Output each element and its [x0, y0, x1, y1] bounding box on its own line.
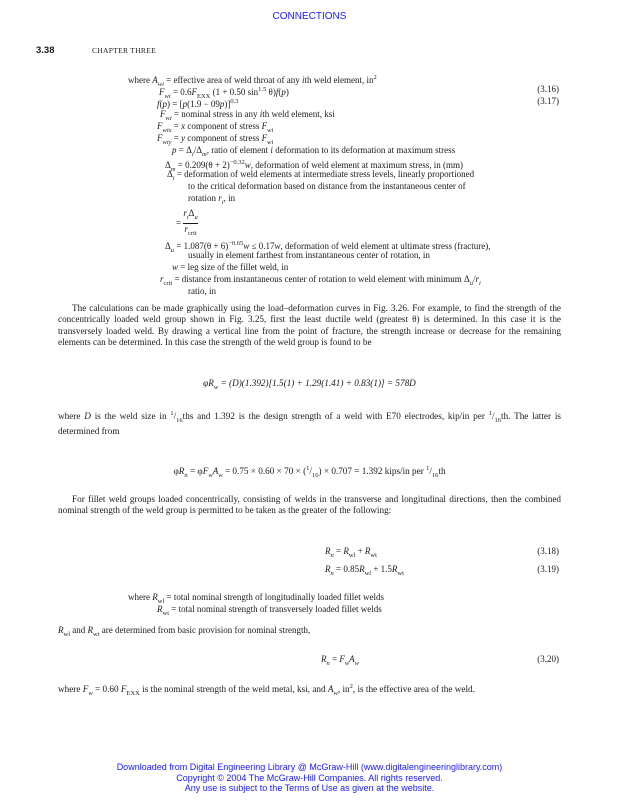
- footer: [0, 762, 619, 794]
- chapter-label: CHAPTER THREE: [92, 46, 156, 55]
- paragraph-basic-provision: $R_{wl}$ and $R_{wt}$ are determined from basic provision for nominal strength,: [58, 625, 311, 638]
- page-number: 3.38: [36, 45, 55, 56]
- equation-number: (3.20): [537, 654, 559, 664]
- definitions-block: [0, 72, 619, 302]
- def-row: rotation $r_i$, in: [188, 193, 236, 206]
- equation-320: $R_n = F_wA_w$: [321, 654, 360, 667]
- def-row: $r_{crit}$ = distance from instantaneous center of rotation to weld element with minimum $\Delta_u/r_i$: [160, 274, 481, 287]
- def-row: $\Delta_m = 0.209(\theta + 2)^{-0.32}w$, deformation of weld element at maximum stress, in (mm): [165, 159, 463, 173]
- def-row: w = leg size of the fillet weld, in: [172, 262, 289, 272]
- paragraph-load-deformation: The calculations can be made graphically using the load–deformation curves in Fig. 3.26. For example, to find the strength of the concentrically loaded weld group shown in Fig. 3.25, first the least ductile weld (greatest θ) is determined. In this case it is the transversely loaded weld. By drawing a vertical line from the point of fracture, the strength increase or decrease for the remaining elements can be determined. In this case the strength of the weld group is found to be: [58, 303, 561, 348]
- equation-phiRw: $\varphi R_w = (D)(1.392)[1.5(1) + 1.29(1.41) + 0.83(1)] = 578D$: [203, 378, 416, 391]
- paragraph-nominal-strength: where $F_w = 0.60$ $F_{EXX}$ is the nominal strength of the weld metal, ksi, and $A_w$, $in^2$, is the effective area of the weld.: [58, 683, 475, 697]
- equation-319: $R_n = 0.85R_{wl} + 1.5R_{wt}$: [325, 564, 404, 577]
- equation-number: (3.16): [537, 84, 559, 94]
- def-row: usually in element farthest from instantaneous center of rotation, in: [188, 250, 430, 260]
- def-row: ratio, in: [188, 286, 216, 296]
- equation-number: (3.18): [537, 546, 559, 556]
- paragraph-fillet-groups: For fillet weld groups loaded concentrically, consisting of welds in the transverse and longitudinal directions, then the combined nominal strength of the weld group is permitted to be taken as the greater of the following:: [58, 494, 561, 516]
- def-row: $p = \Delta_i/\Delta_m$, ratio of element i deformation to its deformation at maximum stress: [172, 145, 456, 158]
- footer-copyright: Copyright © 2004 The McGraw-Hill Companies. All rights reserved.: [176, 772, 443, 783]
- paragraph-weld-size: where D is the weld size in $^1/_{16}ths$ and 1.392 is the design strength of a weld with E70 electrodes, kip/in per $^1/_{16}th$. The latter is determined from: [58, 410, 561, 437]
- def-row: where $A_{wi}$ = effective area of weld throat of any ith weld element, $in^2$: [128, 74, 377, 88]
- where-rwt: $R_{wt}$ = total nominal strength of transversely loaded fillet welds: [157, 604, 382, 617]
- section-title: CONNECTIONS: [272, 11, 347, 22]
- where-rwl: where $R_{wl}$ = total nominal strength of longitudinally loaded fillet welds: [128, 592, 385, 605]
- equation-number: (3.19): [537, 564, 559, 574]
- def-row: $\Delta_u = 1.087(\theta + 6)^{-0.65}w \le 0.17w$, deformation of weld element at ultimate stress (fracture),: [165, 240, 491, 254]
- def-row: $F_{wix} = x$ component of stress $F_{wi}$: [157, 121, 274, 134]
- def-row: to the critical deformation based on distance from the instantaneous center of: [188, 181, 466, 191]
- equation-318: $R_n = R_{wl} + R_{wt}$: [325, 546, 377, 559]
- equation-phiRn: $\varphi R_n = \varphi F_wA_w = 0.75 \times 0.60 \times 70 \times (^1/_{16}) \times 0.707 = 1.392$ kips/in per $^1/_{16}th$: [173, 465, 446, 479]
- def-row: $F_{wi} = 0.6F_{EXX}$ (1 + 0.50 $\sin^{1.5} \theta)f(p)$: [159, 86, 289, 100]
- footer-terms-link[interactable]: Any use is subject to the Terms of Use as given at the website.: [184, 783, 435, 793]
- equation-number: (3.17): [537, 96, 559, 106]
- def-row: $F_{wi}$ = nominal stress in any ith weld element, ksi: [160, 109, 335, 122]
- def-row: $\Delta_i$ = deformation of weld elements at intermediate stress levels, linearly proportioned: [167, 169, 475, 182]
- footer-download-link[interactable]: Downloaded from Digital Engineering Library @ McGraw-Hill (www.digitalengineeringlibrary.com): [116, 762, 503, 772]
- def-row: = $r_i\Delta_u$ $r_{crit}$: [176, 208, 198, 237]
- def-row: $f(p) = [p(1.9 - 09p)]^{0.3}$: [157, 98, 239, 109]
- def-row: $F_{wiy} = y$ component of stress $F_{wi}$: [157, 133, 274, 146]
